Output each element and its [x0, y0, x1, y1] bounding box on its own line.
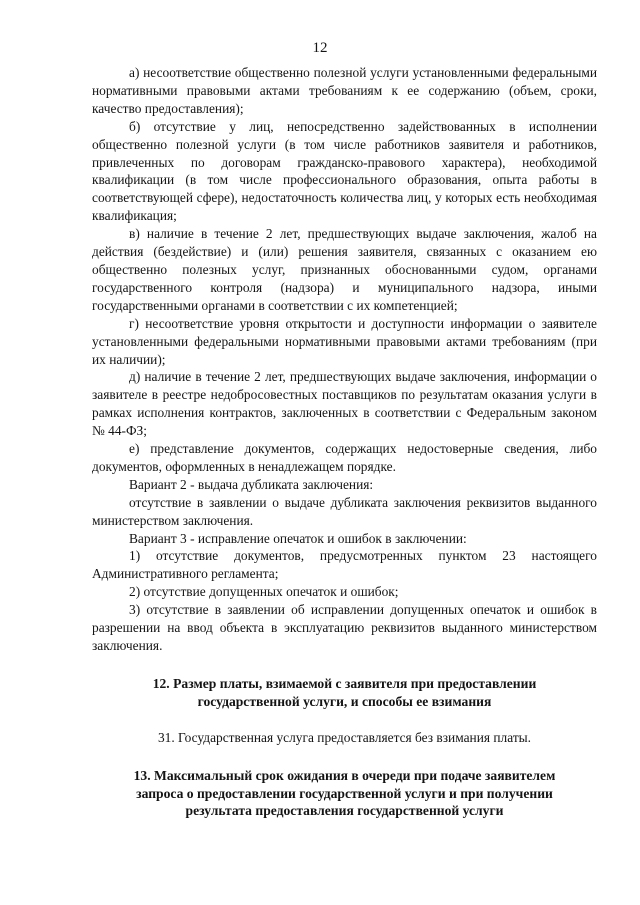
section-12-heading-line-1: 12. Размер платы, взимаемой с заявителя при предоставлении — [152, 675, 537, 691]
paragraph-g: г) несоответствие уровня открытости и доступности информации о заявителе установленными федеральными нормативными правовыми актами требованиям (при их наличии); — [92, 315, 597, 367]
paragraph-a: а) несоответствие общественно полезной услуги установленными федеральными нормативными правовыми актами требованиям к ее содержанию (объем, сроки, качество предоставления); — [92, 65, 597, 116]
paragraph-d: д) наличие в течение 2 лет, предшествующих выдаче заключения, информации о заявителе в реестре недобросовестных поставщиков по результатам оказания услуги в рамках исполнения контрактов, заключенных в соответствии с Федеральным законом № 44-ФЗ; — [92, 369, 597, 439]
section-13-heading-line-1: 13. Максимальный срок ожидания в очереди при подаче заявителем — [133, 767, 556, 783]
document-body — [92, 64, 597, 820]
paragraph-v: в) наличие в течение 2 лет, предшествующих выдаче заключения, жалоб на действия (бездействие) и (или) решения заявителя, связанных с оказанием ею общественно полезных услуг, признанных обоснованными судом, органами государственного контроля (надзора) и муниципального надзора, иными государственными органами в соответствии с их компетенцией; — [92, 226, 597, 313]
section-13-heading-line-3: результата предоставления государственной услуги — [185, 803, 504, 819]
section-13-heading-line-2: запроса о предоставлении государственной услуги и при получении — [136, 785, 553, 801]
section-12-heading-line-2: государственной услуги, и способы ее взимания — [197, 693, 492, 709]
variant-3-title: Вариант 3 - исправление опечаток и ошибок в заключении: — [129, 530, 467, 546]
variant-2-text: отсутствие в заявлении о выдаче дубликата заключения реквизитов выданного министерством заключения. — [92, 494, 597, 528]
page-number: 12 — [312, 40, 328, 56]
variant-3-item-2: 2) отсутствие допущенных опечаток и ошибок; — [129, 584, 399, 600]
variant-3-item-3: 3) отсутствие в заявлении об исправлении допущенных опечаток и ошибок в разрешении на ввод объекта в эксплуатацию реквизитов выданного министерством заключения. — [92, 602, 597, 653]
paragraph-e: е) представление документов, содержащих недостоверные сведения, либо документов, оформленных в ненадлежащем порядке. — [92, 441, 597, 474]
section-12-text: 31. Государственная услуга предоставляется без взимания платы. — [157, 729, 532, 745]
paragraph-b: б) отсутствие у лиц, непосредственно задействованных в исполнении общественно полезной услуги (в том числе работников заявителя и работников, привлеченных по договорам гражданско-правового характера), необходимой квалификации (в том числе профессионального образования, опыта работы в соответствующей сфере), недостаточность количества лиц, у которых есть необходимая квалификация; — [92, 118, 597, 224]
variant-3-item-1: 1) отсутствие документов, предусмотренных пунктом 23 настоящего Административного регламента; — [92, 548, 597, 582]
section-13-heading — [92, 767, 597, 821]
section-12-heading — [92, 675, 597, 711]
variant-2-title: Вариант 2 - выдача дубликата заключения: — [129, 476, 374, 492]
